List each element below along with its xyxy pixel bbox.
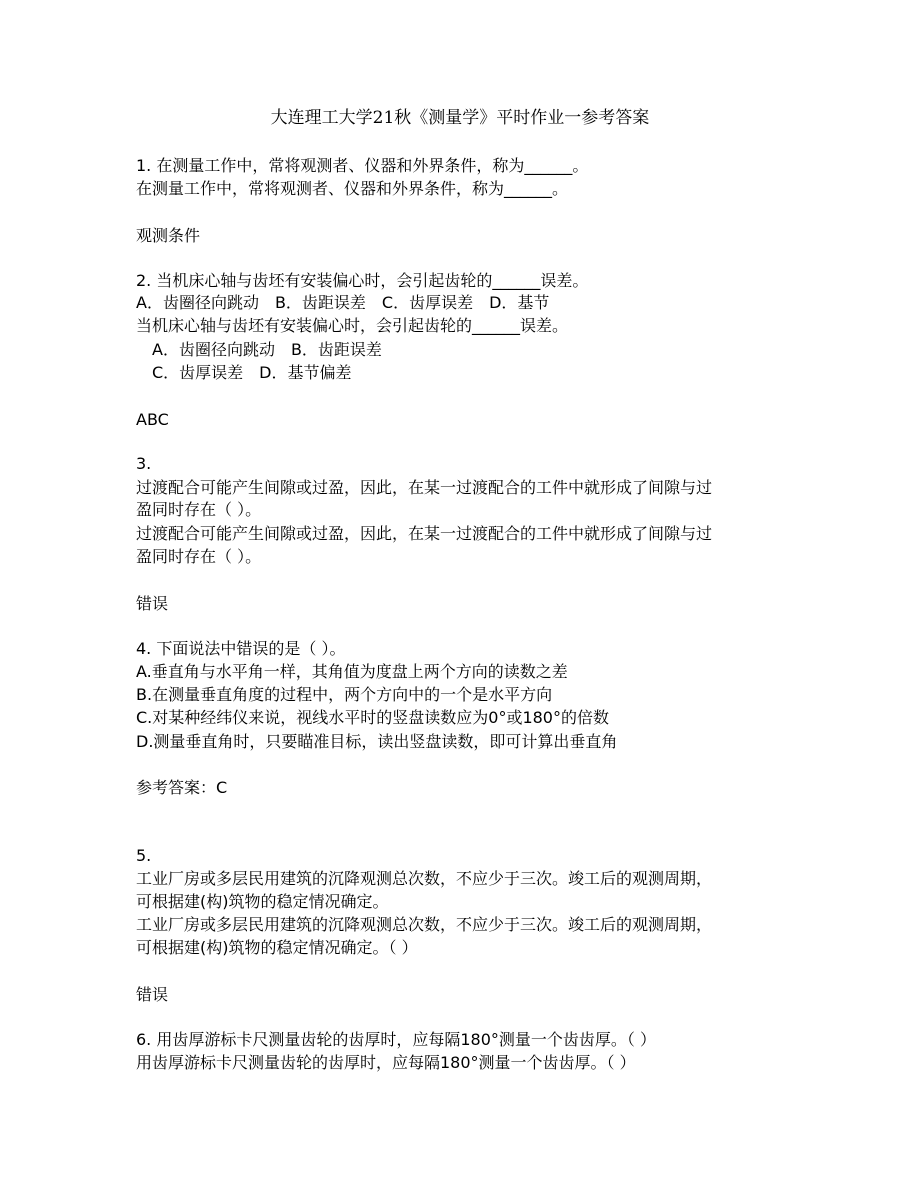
question-4-answer: 参考答案：C xyxy=(136,778,228,797)
question-6-text: 用齿厚游标卡尺测量齿轮的齿厚时，应每隔180°测量一个齿齿厚。（ ） xyxy=(136,1053,636,1072)
question-5-number: 5. xyxy=(136,846,152,865)
question-4-option-d: D.测量垂直角时，只要瞄准目标，读出竖盘读数，即可计算出垂直角 xyxy=(136,732,618,751)
question-3-text: 过渡配合可能产生间隙或过盈，因此，在某一过渡配合的工件中就形成了间隙与过 xyxy=(136,524,713,543)
question-6-text: 6. 用齿厚游标卡尺测量齿轮的齿厚时，应每隔180°测量一个齿齿厚。（ ） xyxy=(136,1030,656,1049)
question-2-options: C．齿厚误差 D．基节偏差 xyxy=(152,363,352,382)
question-3-text: 盈同时存在（ ）。 xyxy=(136,500,262,519)
question-5-text: 可根据建(构)筑物的稳定情况确定。（ ） xyxy=(136,938,418,957)
question-1-text: 在测量工作中，常将观测者、仪器和外界条件，称为______。 xyxy=(136,179,569,198)
question-4-option-c: C.对某种经纬仪来说，视线水平时的竖盘读数应为0°或180°的倍数 xyxy=(136,708,609,727)
question-5-text: 工业厂房或多层民用建筑的沉降观测总次数，不应少于三次。竣工后的观测周期， xyxy=(136,915,713,934)
document-title: 大连理工大学21秋《测量学》平时作业一参考答案 xyxy=(270,108,650,128)
question-4-text: 4. 下面说法中错误的是（ ）。 xyxy=(136,639,346,658)
question-5-text: 可根据建(构)筑物的稳定情况确定。 xyxy=(136,892,389,911)
question-5-text: 工业厂房或多层民用建筑的沉降观测总次数，不应少于三次。竣工后的观测周期， xyxy=(136,869,713,888)
question-3-answer: 错误 xyxy=(136,594,169,613)
question-3-text: 过渡配合可能产生间隙或过盈，因此，在某一过渡配合的工件中就形成了间隙与过 xyxy=(136,478,713,497)
question-4-option-b: B.在测量垂直角度的过程中，两个方向中的一个是水平方向 xyxy=(136,685,553,704)
question-2-answer: ABC xyxy=(136,410,169,429)
question-1-text: 1. 在测量工作中，常将观测者、仪器和外界条件，称为______。 xyxy=(136,156,589,175)
question-5-answer: 错误 xyxy=(136,985,169,1004)
question-2-text: 当机床心轴与齿坯有安装偏心时，会引起齿轮的______误差。 xyxy=(136,316,569,335)
question-4-option-a: A.垂直角与水平角一样，其角值为度盘上两个方向的读数之差 xyxy=(136,662,568,681)
question-2-options: A．齿圈径向跳动 B．齿距误差 C．齿厚误差 D．基节 xyxy=(136,293,550,312)
question-1-answer: 观测条件 xyxy=(136,226,201,245)
question-2-options: A．齿圈径向跳动 B．齿距误差 xyxy=(152,340,382,359)
question-2-text: 2. 当机床心轴与齿坯有安装偏心时，会引起齿轮的______误差。 xyxy=(136,271,589,290)
question-3-text: 盈同时存在（ ）。 xyxy=(136,547,262,566)
question-3-number: 3. xyxy=(136,454,152,473)
